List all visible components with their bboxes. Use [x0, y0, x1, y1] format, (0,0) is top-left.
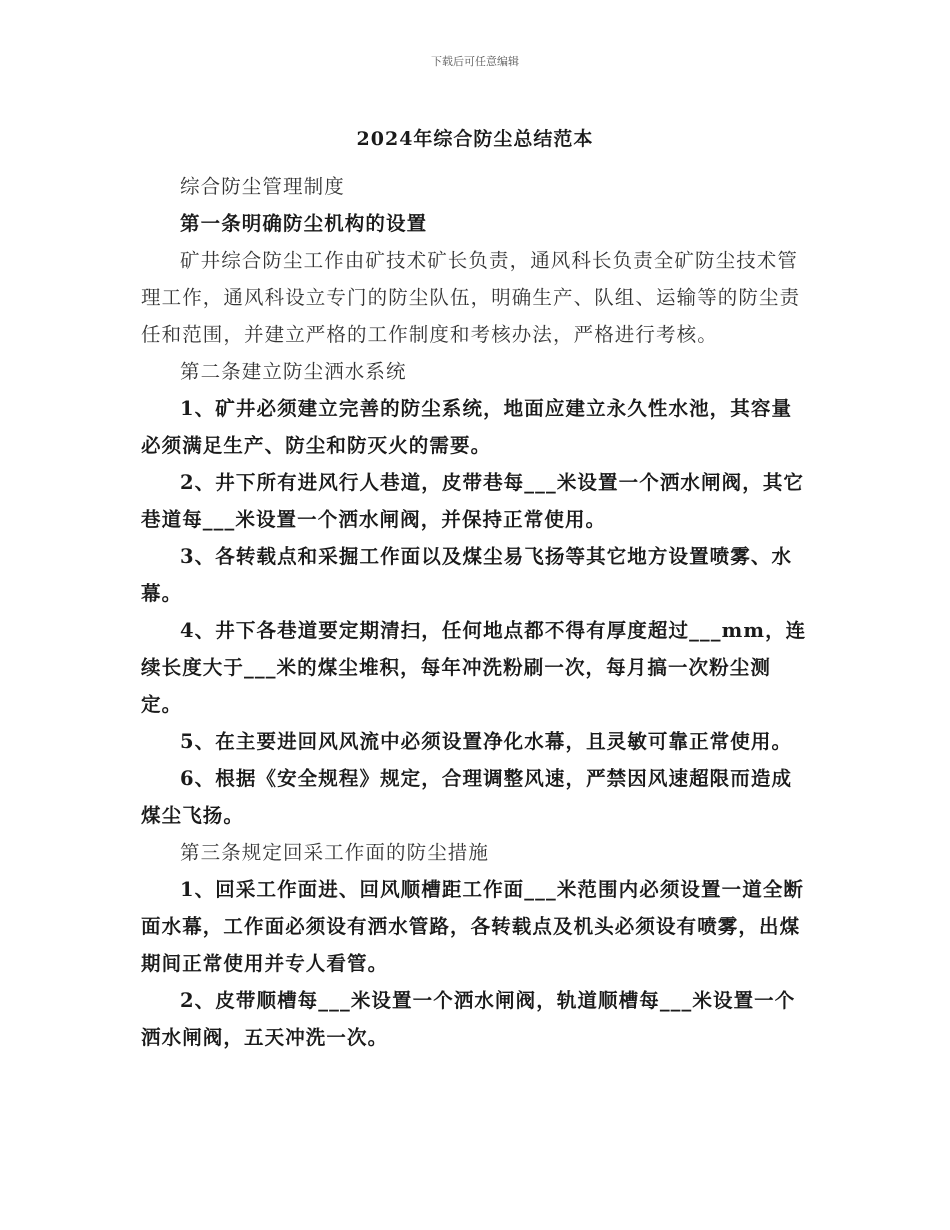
paragraph-article-2-item-4: 4、井下各巷道要定期清扫，任何地点都不得有厚度超过___mm，连续长度大于___米的煤尘堆积，每年冲洗粉刷一次，每月搞一次粉尘测定。	[141, 619, 807, 716]
paragraph-subtitle: 综合防尘管理制度	[180, 175, 345, 198]
paragraph-article-3-item-1: 1、回采工作面进、回风顺槽距工作面___米范围内必须设置一道全断面水幕，工作面必须设有洒水管路，各转载点及机头必须设有喷雾，出煤期间正常使用并专人看管。	[141, 878, 805, 975]
paragraph-article-2-item-1: 1、矿井必须建立完善的防尘系统，地面应建立永久性水池，其容量必须满足生产、防尘和防灭火的需要。	[141, 397, 793, 457]
paragraph-article-2-item-2: 2、井下所有进风行人巷道，皮带巷每___米设置一个洒水闸阀，其它巷道每___米设置一个洒水闸阀，并保持正常使用。	[141, 471, 805, 531]
paragraph-article-1-body: 矿井综合防尘工作由矿技术矿长负责，通风科长负责全矿防尘技术管理工作，通风科设立专门的防尘队伍，明确生产、队组、运输等的防尘责任和范围，并建立严格的工作制度和考核办法，严格进行考核。	[141, 249, 801, 346]
paragraph-article-3-heading: 第三条规定回采工作面的防尘措施	[180, 841, 490, 864]
paragraph-article-3-item-2: 2、皮带顺槽每___米设置一个洒水闸阀，轨道顺槽每___米设置一个洒水闸阀，五天冲洗一次。	[141, 989, 796, 1049]
paragraph-article-1-heading: 第一条明确防尘机构的设置	[180, 212, 428, 235]
document-title: 2024年综合防尘总结范本	[356, 128, 594, 150]
paragraph-article-2-heading: 第二条建立防尘洒水系统	[180, 360, 407, 383]
paragraph-article-2-item-5: 5、在主要进回风风流中必须设置净化水幕，且灵敏可靠正常使用。	[180, 730, 793, 753]
header-note: 下载后可任意编辑	[431, 55, 519, 68]
paragraph-article-2-item-6: 6、根据《安全规程》规定，合理调整风速，严禁因风速超限而造成煤尘飞扬。	[141, 767, 793, 827]
paragraph-article-2-item-3: 3、各转载点和采掘工作面以及煤尘易飞扬等其它地方设置喷雾、水幕。	[141, 545, 793, 605]
document-body	[141, 168, 811, 1056]
